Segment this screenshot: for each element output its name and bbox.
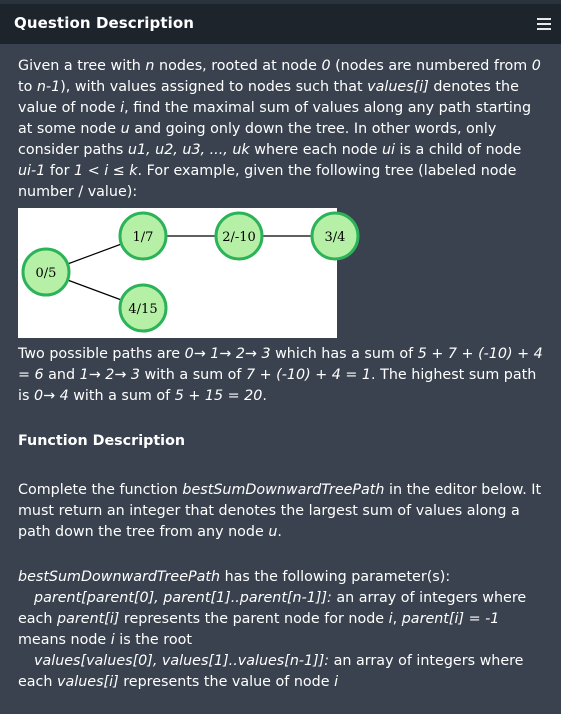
- tree-svg: [18, 208, 346, 338]
- tree-node-label-1: 1/7: [132, 230, 154, 245]
- tree-node-label-3: 3/4: [324, 230, 346, 245]
- panel-header: [0, 4, 561, 44]
- example-tree-diagram: [18, 208, 346, 338]
- tree-node-4: [120, 285, 166, 331]
- parameters-intro: bestSumDownwardTreePath has the following parameter(s):: [18, 569, 451, 585]
- tree-node-0: [23, 249, 69, 295]
- problem-description: Given a tree with n nodes, rooted at node 0 (nodes are numbered from 0 to n-1), with values assigned to nodes such that values[i] denotes the value of node i, find the maximal sum of values along any path starting at some node u and going only down the tree. In other words, only consider paths u1, u2, u3, ..., uk where each node ui is a child of node ui-1 for 1 < i ≤ k. For example, given the following tree (labeled node number / value):: [18, 58, 541, 200]
- parameters-description: [18, 567, 544, 693]
- param-values: values[values[0], values[1]..values[n-1]]: an array of integers where each values[i] represents the value of node i: [18, 653, 524, 690]
- param-parent: parent[parent[0], parent[1]..parent[n-1]]: an array of integers where each parent[i] represents the parent node for node i, parent[i] = -1 means node i is the root: [18, 590, 527, 648]
- function-description: Complete the function bestSumDownwardTreePath in the editor below. It must return an integer that denotes the largest sum of values along a path down the tree from any node u.: [18, 482, 542, 540]
- panel-title: Question Description: [14, 14, 195, 32]
- tree-node-label-0: 0/5: [35, 266, 57, 281]
- tree-node-label-4: 4/15: [128, 302, 158, 317]
- hamburger-menu-icon[interactable]: [537, 18, 551, 30]
- function-description-heading: Function Description: [18, 433, 186, 449]
- tree-node-2: [216, 213, 262, 259]
- tree-node-label-2: 2/-10: [222, 230, 256, 245]
- example-paths: Two possible paths are 0→ 1→ 2→ 3 which has a sum of 5 + 7 + (-10) + 4 = 6 and 1→ 2→ 3 with a sum of 7 + (-10) + 4 = 1. The highest sum path is 0→ 4 with a sum of 5 + 15 = 20.: [18, 346, 543, 404]
- tree-node-1: [120, 213, 166, 259]
- tree-node-3: [312, 213, 358, 259]
